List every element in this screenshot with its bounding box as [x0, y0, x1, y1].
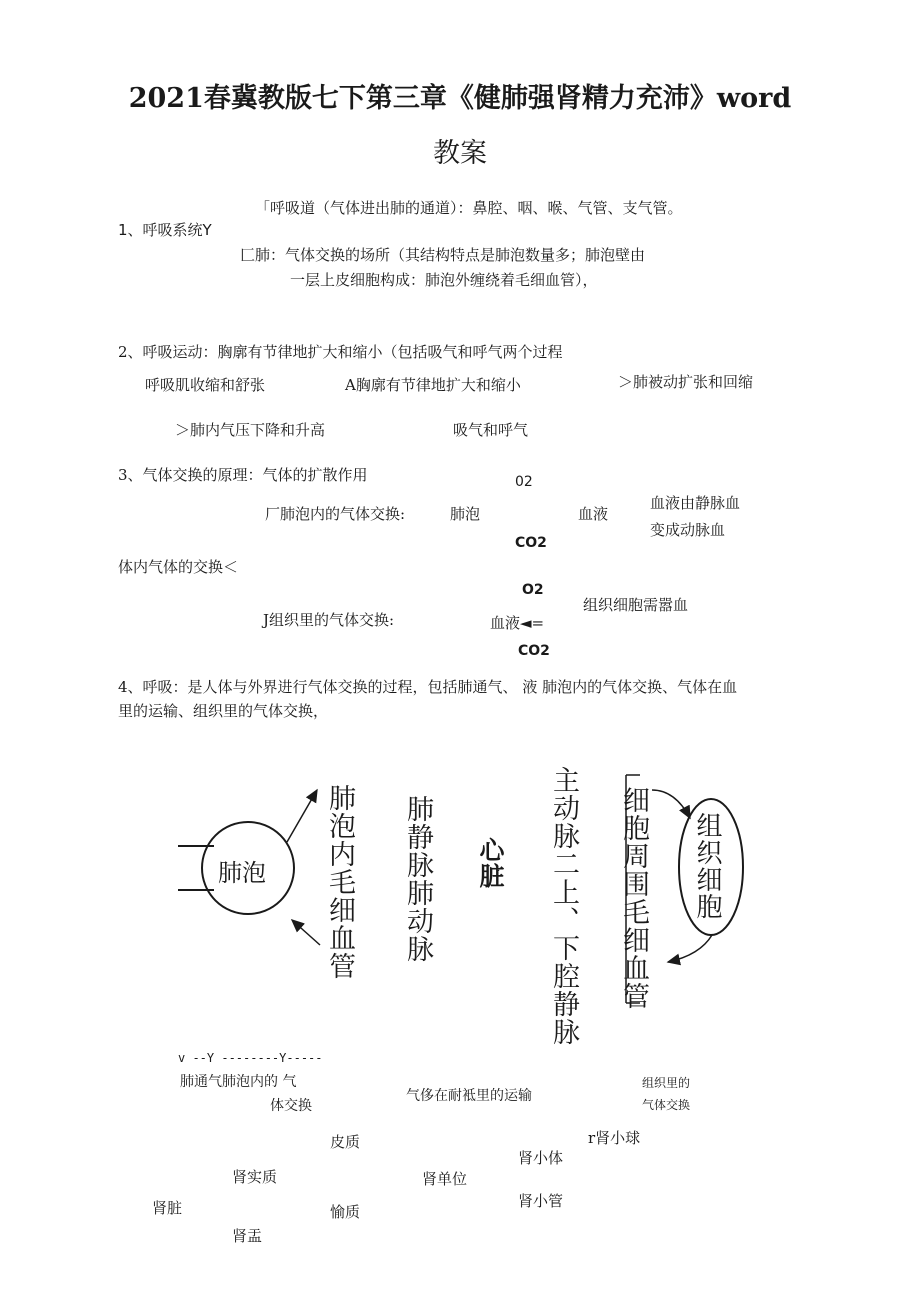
lung-ventilation-label-2: 体交换 [270, 1098, 312, 1114]
blood-change-1: 血液由静脉血 [650, 494, 741, 512]
tissue-blood-text: 血液◄= [490, 614, 545, 632]
respiratory-system-label: 1、呼吸系统Y [118, 221, 212, 239]
tissue-exchange-label-2: 气体交换 [642, 1098, 691, 1112]
tissue-cell-label: 组织细胞 [692, 812, 722, 920]
alveolus-label: 肺泡 [218, 859, 266, 887]
tissue-exchange-label: J组织里的气体交换: [263, 611, 395, 629]
breathing-movement-label: 2、呼吸运动：胸廓有节律地扩大和缩小（包括吸气和呼气两个过程 [118, 343, 563, 361]
arrow-from-cell-icon [668, 935, 712, 962]
arrow-in-icon [292, 920, 320, 945]
body-gas-exchange: 体内气体的交换＜ [118, 558, 239, 576]
stage-dashes: v --Y --------Y----- [178, 1051, 323, 1065]
respiration-line-1: 4、呼吸：是人体与外界进行气体交换的过程，包括肺通气、 液 肺泡内的气体交换、气体在血 [118, 678, 738, 696]
chest-text: A胸廓有节律地扩大和缩小 [345, 376, 521, 394]
heart-label: 心脏 [476, 837, 505, 889]
kidney-pelvis: 肾盂 [232, 1227, 263, 1245]
airway-line: 「呼吸道（气体进出肺的通道）：鼻腔、咽、喉、气管、支气管。 [255, 199, 683, 217]
kidney-tubule: 肾小管 [518, 1192, 564, 1210]
kidney-glomerulus: r肾小球 [588, 1129, 641, 1147]
kidney-nephron: 肾单位 [422, 1170, 468, 1188]
alveoli-text: 肺泡 [450, 505, 481, 523]
muscle-text: 呼吸肌收缩和舒张 [145, 376, 266, 394]
pressure-text: ＞肺内气压下降和升高 [175, 421, 326, 439]
page-title: 2021春冀教版七下第三章《健肺强肾精力充沛》word [128, 83, 792, 114]
tissue-capillary-label: 细胞周围毛细血管 [618, 786, 649, 1010]
tissue-need-text: 组织细胞需嚣血 [583, 596, 689, 614]
transport-label: 气侈在耐袛里的运输 [406, 1088, 532, 1104]
alveoli-o2-label: 02 [515, 474, 533, 490]
tissue-o2-label: O2 [522, 582, 544, 598]
lung-line-1: 匚肺：气体交换的场所（其结构特点是肺泡数量多；肺泡壁由 [240, 246, 646, 264]
lung-passive-text: ＞肺被动扩张和回缩 [618, 373, 754, 391]
alveoli-exchange-label: 厂肺泡内的气体交换: [265, 505, 406, 523]
arrow-out-icon [287, 790, 317, 842]
alveolar-capillary-label: 肺泡内毛细血管 [324, 784, 355, 980]
arrow-to-cell-icon [652, 790, 690, 818]
lung-line-2: 一层上皮细胞构成：肺泡外缠绕着毛细血管）， [290, 271, 598, 289]
tissue-exchange-label-1: 组织里的 [642, 1076, 691, 1090]
page-subtitle: 教案 [433, 138, 487, 169]
kidney-medulla: 愉质 [330, 1203, 361, 1221]
tissue-co2-label: CO2 [518, 643, 550, 659]
blood-change-2: 变成动脉血 [650, 521, 726, 539]
gas-exchange-principle: 3、气体交换的原理：气体的扩散作用 [118, 466, 368, 484]
aorta-vena-cava-label: 主动脉二上、下腔静脉 [548, 766, 579, 1046]
lung-ventilation-label-1: 肺通气肺泡内的 气 [180, 1074, 297, 1090]
kidney-corpuscle: 肾小体 [518, 1149, 564, 1167]
blood-text: 血液 [578, 505, 609, 523]
alveoli-co2-label: CO2 [515, 535, 547, 551]
kidney-parenchyma: 肾实质 [232, 1168, 278, 1186]
pulmonary-vessels-label: 肺静脉肺动脉 [402, 795, 433, 963]
respiration-line-2: 里的运输、组织里的气体交换， [118, 702, 329, 720]
kidney-label: 肾脏 [152, 1199, 183, 1217]
breath-text: 吸气和呼气 [453, 421, 529, 439]
kidney-cortex: 皮质 [330, 1133, 361, 1151]
